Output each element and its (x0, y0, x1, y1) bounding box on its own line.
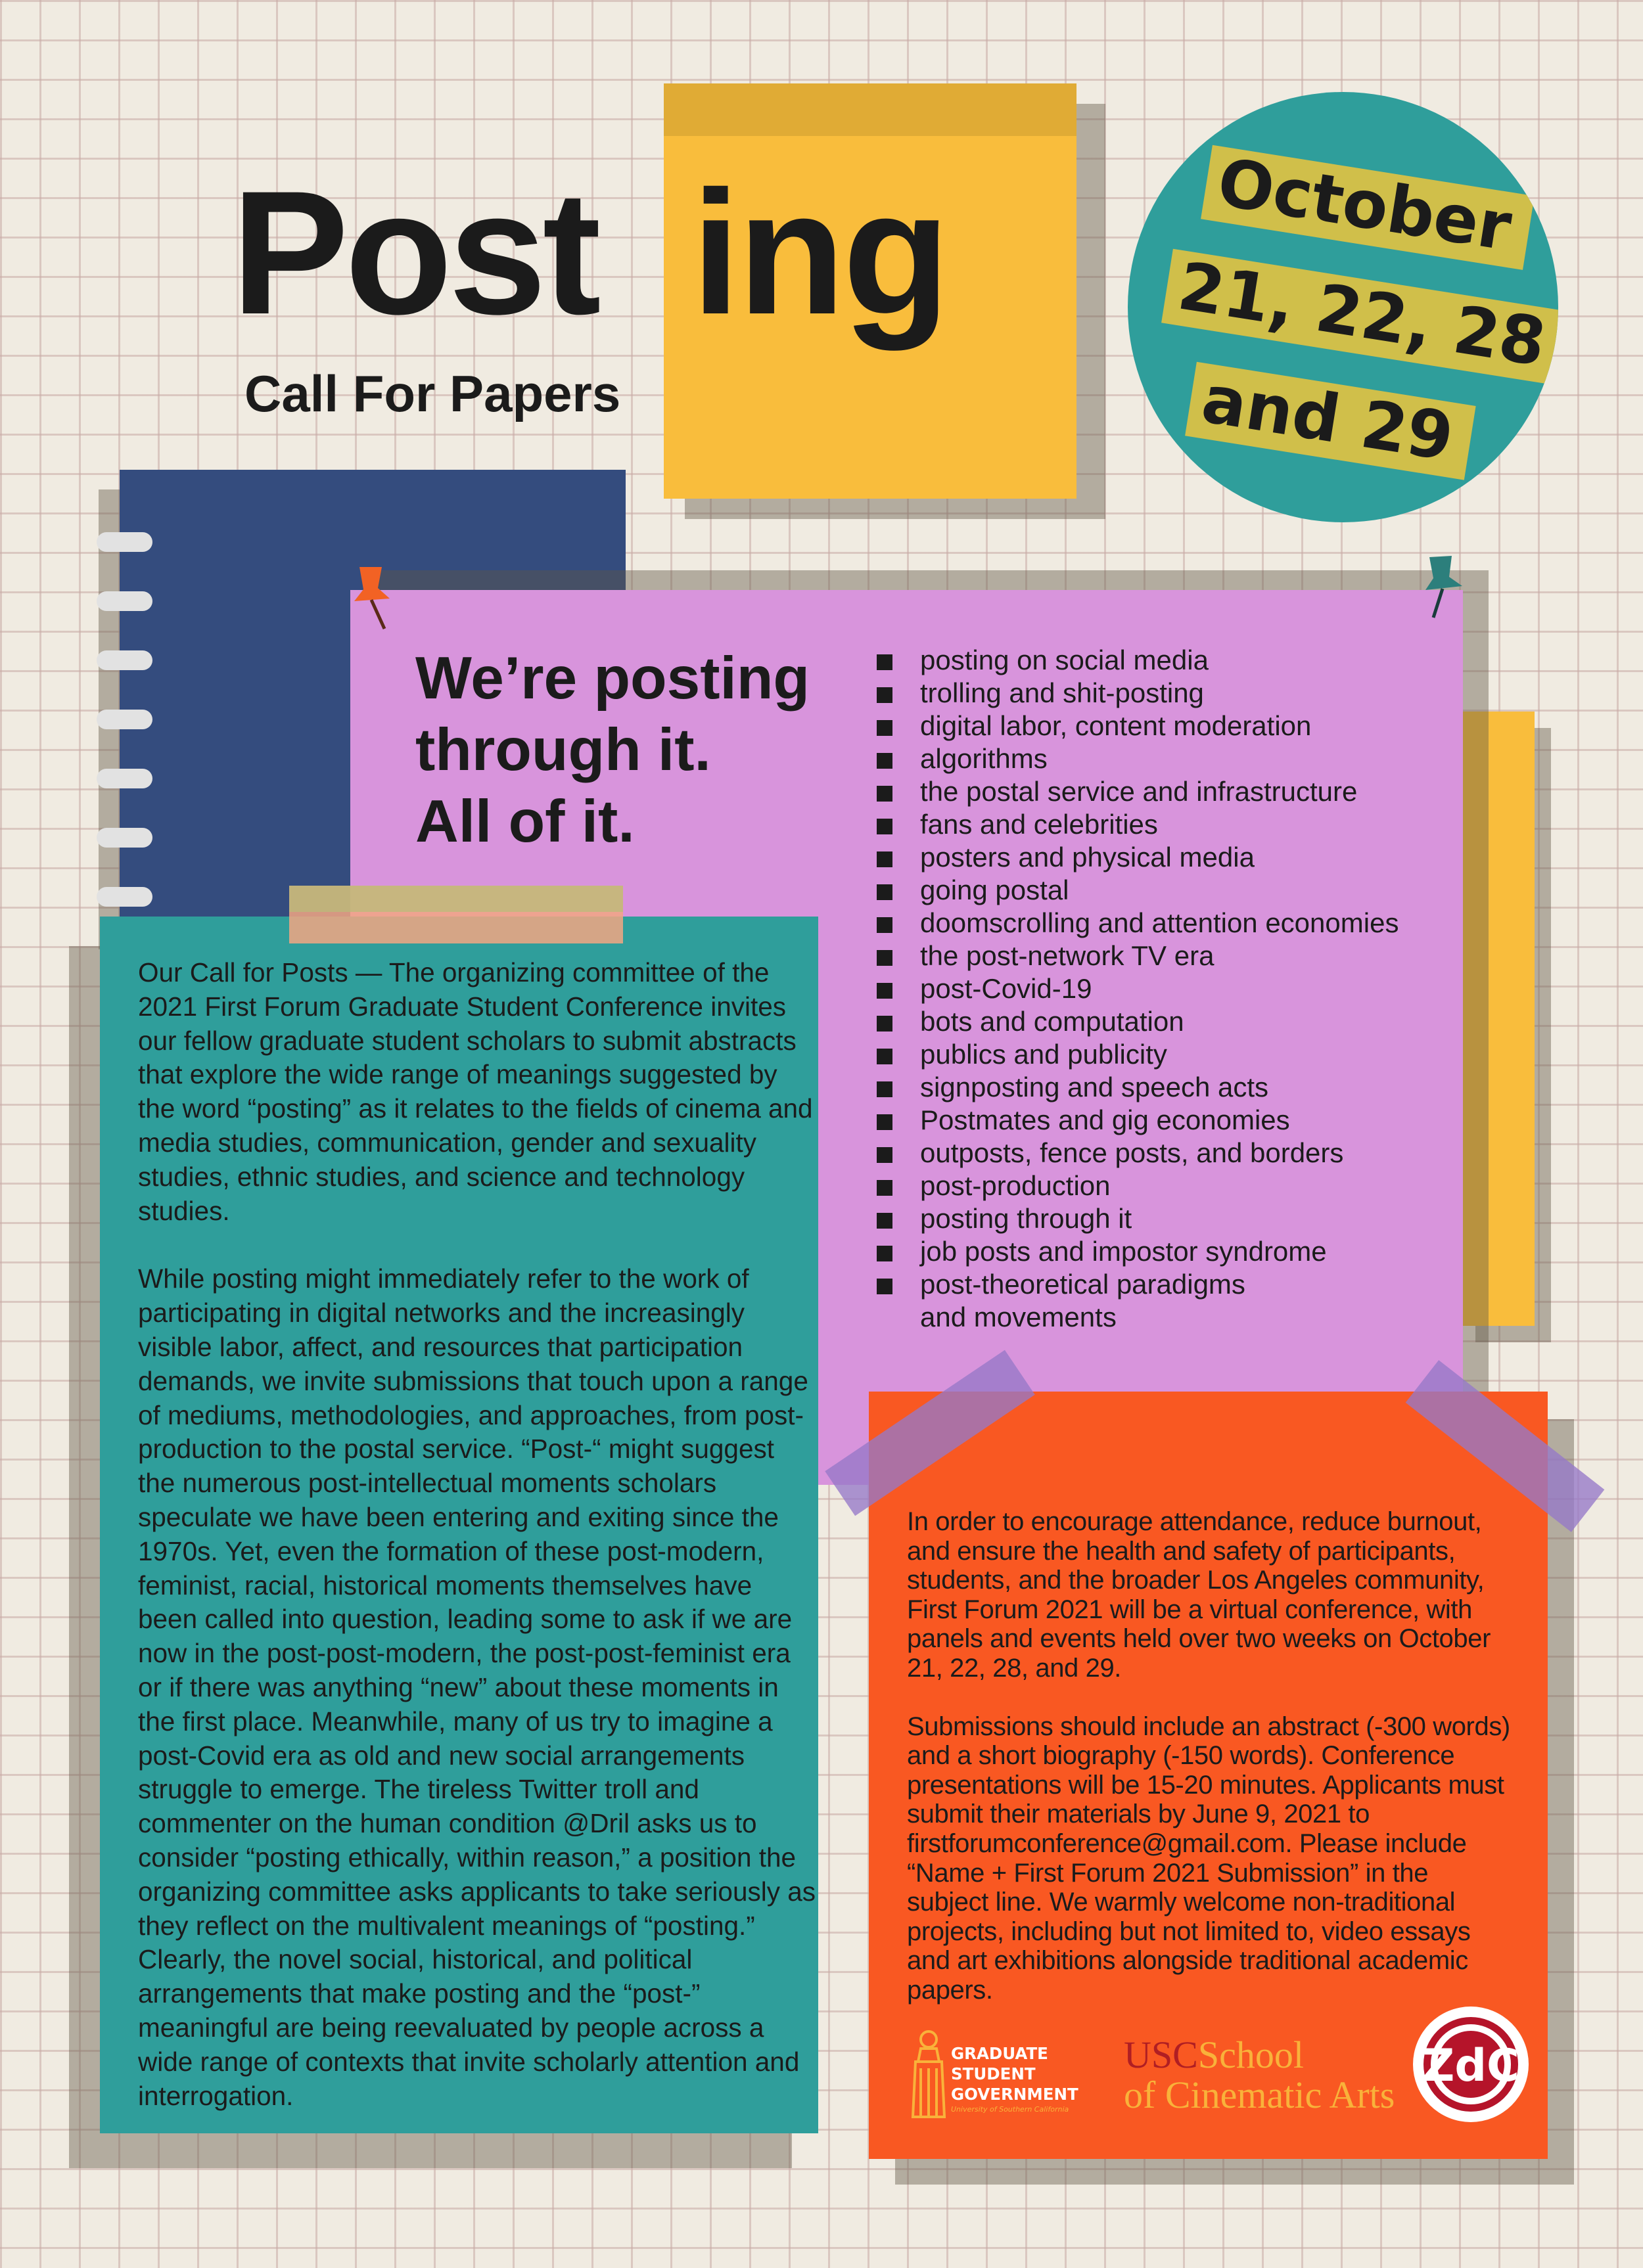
text-line: and ensure the health and safety of participants, (907, 1536, 1456, 1566)
text-line: Our Call for Posts — The organizing committee of the (138, 957, 770, 987)
text-line: papers. (907, 1975, 993, 2005)
text-line: and art exhibitions alongside traditional academic (907, 1946, 1468, 1976)
topic-text: the post-network TV era (920, 940, 1215, 971)
text-line: “Name + First Forum 2021 Submission” in the (907, 1858, 1429, 1888)
usc-school-text: School (1197, 2033, 1304, 2076)
text-line: consider “posting ethically, within reason,” a position the (138, 1842, 797, 1872)
text-line: First Forum 2021 will be a virtual conference, with (907, 1595, 1472, 1624)
notebook-ring (97, 828, 152, 848)
text-line: speculate we have been entering and exiting since the (138, 1501, 779, 1532)
bullet-icon (877, 983, 892, 999)
notebook-ring (97, 769, 152, 788)
text-line: or if there was anything “new” about these moments in (138, 1671, 779, 1702)
topic-text: post-production (920, 1170, 1111, 1201)
usc-line-2: of Cinematic Arts (1124, 2073, 1395, 2116)
topic-text: publics and publicity (920, 1039, 1167, 1070)
zdc-logo (1408, 2002, 1533, 2127)
call-paragraph-2 (138, 1262, 822, 2113)
topic-text: going postal (920, 874, 1069, 905)
list-item (874, 710, 1399, 742)
bullet-icon (877, 1016, 892, 1032)
bullet-icon (877, 1279, 892, 1294)
text-line: media studies, communication, gender and sexuality (138, 1127, 757, 1158)
date-line-month: October (1201, 145, 1534, 270)
headline-line: All of it. (415, 788, 635, 855)
list-item (874, 1005, 1399, 1038)
notebook-ring (97, 532, 152, 552)
list-item (874, 1104, 1399, 1137)
list-item (874, 1301, 1399, 1334)
bullet-icon (877, 950, 892, 966)
text-line: meaningful are being reevaluated by people across a (138, 2012, 764, 2043)
usc-text: USC (1124, 2033, 1198, 2076)
text-line: of mediums, methodologies, and approaches, from post- (138, 1399, 804, 1430)
list-item (874, 841, 1399, 874)
notebook-ring (97, 591, 152, 611)
text-line: feminist, racial, historical moments themselves have (138, 1570, 752, 1600)
headline-line: through it. (415, 717, 711, 783)
headline (415, 643, 810, 857)
text-line: that explore the wide range of meanings suggested by (138, 1059, 777, 1090)
text-line: interrogation. (138, 2080, 294, 2111)
topic-text: job posts and impostor syndrome (920, 1236, 1327, 1267)
date-line-last-days: and 29 (1185, 362, 1476, 480)
text-line: In order to encourage attendance, reduce burnout, (907, 1507, 1482, 1536)
date-line-days: 21, 22, 28 (1161, 249, 1558, 386)
text-line: Submissions should include an abstract (-300 words) (907, 1712, 1510, 1741)
gsg-tower-icon (902, 2025, 955, 2123)
bullet-icon (877, 1081, 892, 1097)
text-line: post-Covid era as old and new social arrangements (138, 1740, 745, 1771)
topic-list (874, 644, 1399, 1334)
gsg-line: STUDENT (951, 2064, 1036, 2083)
text-line: students, and the broader Los Angeles community, (907, 1566, 1485, 1595)
text-line: they reflect on the multivalent meanings of “posting.” (138, 1910, 755, 1941)
topic-text: signposting and speech acts (920, 1072, 1269, 1102)
bullet-icon (877, 1147, 892, 1163)
topic-text: post-Covid-19 (920, 973, 1092, 1004)
title-note-fold (664, 83, 1076, 136)
topic-text: digital labor, content moderation (920, 710, 1312, 741)
topic-text: fans and celebrities (920, 809, 1158, 840)
gsg-line: GRADUATE (951, 2044, 1048, 2063)
list-item (874, 1268, 1399, 1301)
list-item (874, 677, 1399, 710)
list-item (874, 775, 1399, 808)
notebook-ring (97, 710, 152, 729)
date-badge (1128, 92, 1558, 522)
list-item (874, 1202, 1399, 1235)
text-line: the first place. Meanwhile, many of us try to imagine a (138, 1706, 773, 1736)
text-line: been called into question, leading some to ask if we are (138, 1604, 793, 1635)
list-item (874, 1169, 1399, 1202)
gsg-line: GOVERNMENT (951, 2085, 1078, 2104)
text-line: studies, ethnic studies, and science and technology (138, 1161, 745, 1192)
notebook-ring (97, 650, 152, 670)
logistics-paragraph-1 (907, 1507, 1571, 1683)
topic-text: the postal service and infrastructure (920, 776, 1358, 807)
topic-text: Postmates and gig economies (920, 1104, 1290, 1135)
text-line: demands, we invite submissions that touch upon a range (138, 1365, 808, 1396)
title-word-ing: ing (691, 154, 948, 351)
list-item (874, 808, 1399, 841)
bullet-icon (877, 753, 892, 769)
text-line: wide range of contexts that invite scholarly attention and (138, 2046, 800, 2077)
text-line: participating in digital networks and the increasingly (138, 1298, 745, 1328)
topic-text: doomscrolling and attention economies (920, 907, 1399, 938)
pin-icon (352, 562, 404, 634)
zdc-logo-text: ZdC (1422, 2040, 1519, 2092)
tape-strip (289, 886, 623, 912)
list-item (874, 874, 1399, 907)
text-line: the word “posting” as it relates to the fields of cinema and (138, 1093, 813, 1124)
text-line: subject line. We warmly welcome non-traditional (907, 1888, 1456, 1917)
topic-text: outposts, fence posts, and borders (920, 1137, 1344, 1168)
topic-text: algorithms (920, 743, 1048, 774)
text-line: projects, including but not limited to, video essays (907, 1916, 1471, 1946)
text-line: firstforumconference@gmail.com. Please include (907, 1828, 1467, 1858)
notebook-ring (97, 887, 152, 907)
text-line: our fellow graduate student scholars to submit abstracts (138, 1025, 797, 1056)
topic-text: posters and physical media (920, 842, 1255, 873)
text-line: arrangements that make posting and the “post-” (138, 1978, 701, 2009)
text-line: submit their materials by June 9, 2021 to (907, 1800, 1370, 1829)
text-line: While posting might immediately refer to the work of (138, 1263, 749, 1294)
text-line: commenter on the human condition @Dril asks us to (138, 1808, 757, 1839)
bullet-icon (877, 884, 892, 900)
usc-line-1 (1124, 2035, 1395, 2075)
text-line: the numerous post-intellectual moments scholars (138, 1468, 717, 1499)
logistics (907, 1507, 1571, 2005)
bullet-icon (877, 687, 892, 703)
bullet-icon (877, 654, 892, 670)
headline-line: We’re posting (415, 645, 810, 712)
list-item (874, 940, 1399, 972)
gsg-subtitle: University of Southern California (951, 2105, 1069, 2114)
text-line: studies. (138, 1195, 230, 1226)
subtitle: Call For Papers (244, 365, 621, 422)
list-item (874, 1071, 1399, 1104)
pin-icon (1416, 552, 1469, 624)
list-item (874, 742, 1399, 775)
topic-text: and movements (920, 1302, 1117, 1332)
bullet-icon (877, 1213, 892, 1229)
bullet-icon (877, 1049, 892, 1064)
gsg-text (951, 2043, 1078, 2115)
topic-text: post-theoretical paradigms (920, 1269, 1245, 1300)
text-line: and a short biography (-150 words). Conference (907, 1741, 1455, 1771)
text-line: visible labor, affect, and resources that participation (138, 1331, 743, 1362)
list-item (874, 1038, 1399, 1071)
list-item (874, 907, 1399, 940)
usc-cinema-logo (1124, 2035, 1395, 2116)
text-line: struggle to emerge. The tireless Twitter troll and (138, 1774, 699, 1805)
text-line: organizing committee asks applicants to take seriously as (138, 1876, 816, 1907)
list-item (874, 1235, 1399, 1268)
bullet-icon (877, 819, 892, 834)
call-for-posts (138, 956, 822, 2113)
bullet-icon (877, 1246, 892, 1261)
text-line: production to the postal service. “Post-“ might suggest (138, 1434, 774, 1464)
title-word-post: Post (231, 154, 597, 351)
text-line: 21, 22, 28, and 29. (907, 1653, 1122, 1683)
bullet-icon (877, 1114, 892, 1130)
bullet-icon (877, 720, 892, 736)
text-line: presentations will be 15-20 minutes. Applicants must (907, 1770, 1504, 1800)
topic-text: trolling and shit-posting (920, 677, 1204, 708)
text-line: panels and events held over two weeks on October (907, 1624, 1491, 1654)
list-item (874, 1137, 1399, 1169)
list-item (874, 644, 1399, 677)
topic-text: bots and computation (920, 1006, 1184, 1037)
bullet-icon (877, 851, 892, 867)
bullet-icon (877, 1180, 892, 1196)
text-line: now in the post-post-modern, the post-post-feminist era (138, 1638, 791, 1669)
bullet-icon (877, 786, 892, 802)
bullet-icon (877, 917, 892, 933)
logistics-paragraph-2 (907, 1712, 1571, 2005)
topic-text: posting on social media (920, 645, 1209, 675)
gsg-logo (902, 2025, 1099, 2123)
text-line: 2021 First Forum Graduate Student Conference invites (138, 991, 787, 1022)
list-item (874, 972, 1399, 1005)
topic-text: posting through it (920, 1203, 1132, 1234)
text-line: Clearly, the novel social, historical, and political (138, 1944, 693, 1975)
call-paragraph-1 (138, 956, 822, 1228)
text-line: 1970s. Yet, even the formation of these post-modern, (138, 1535, 764, 1566)
